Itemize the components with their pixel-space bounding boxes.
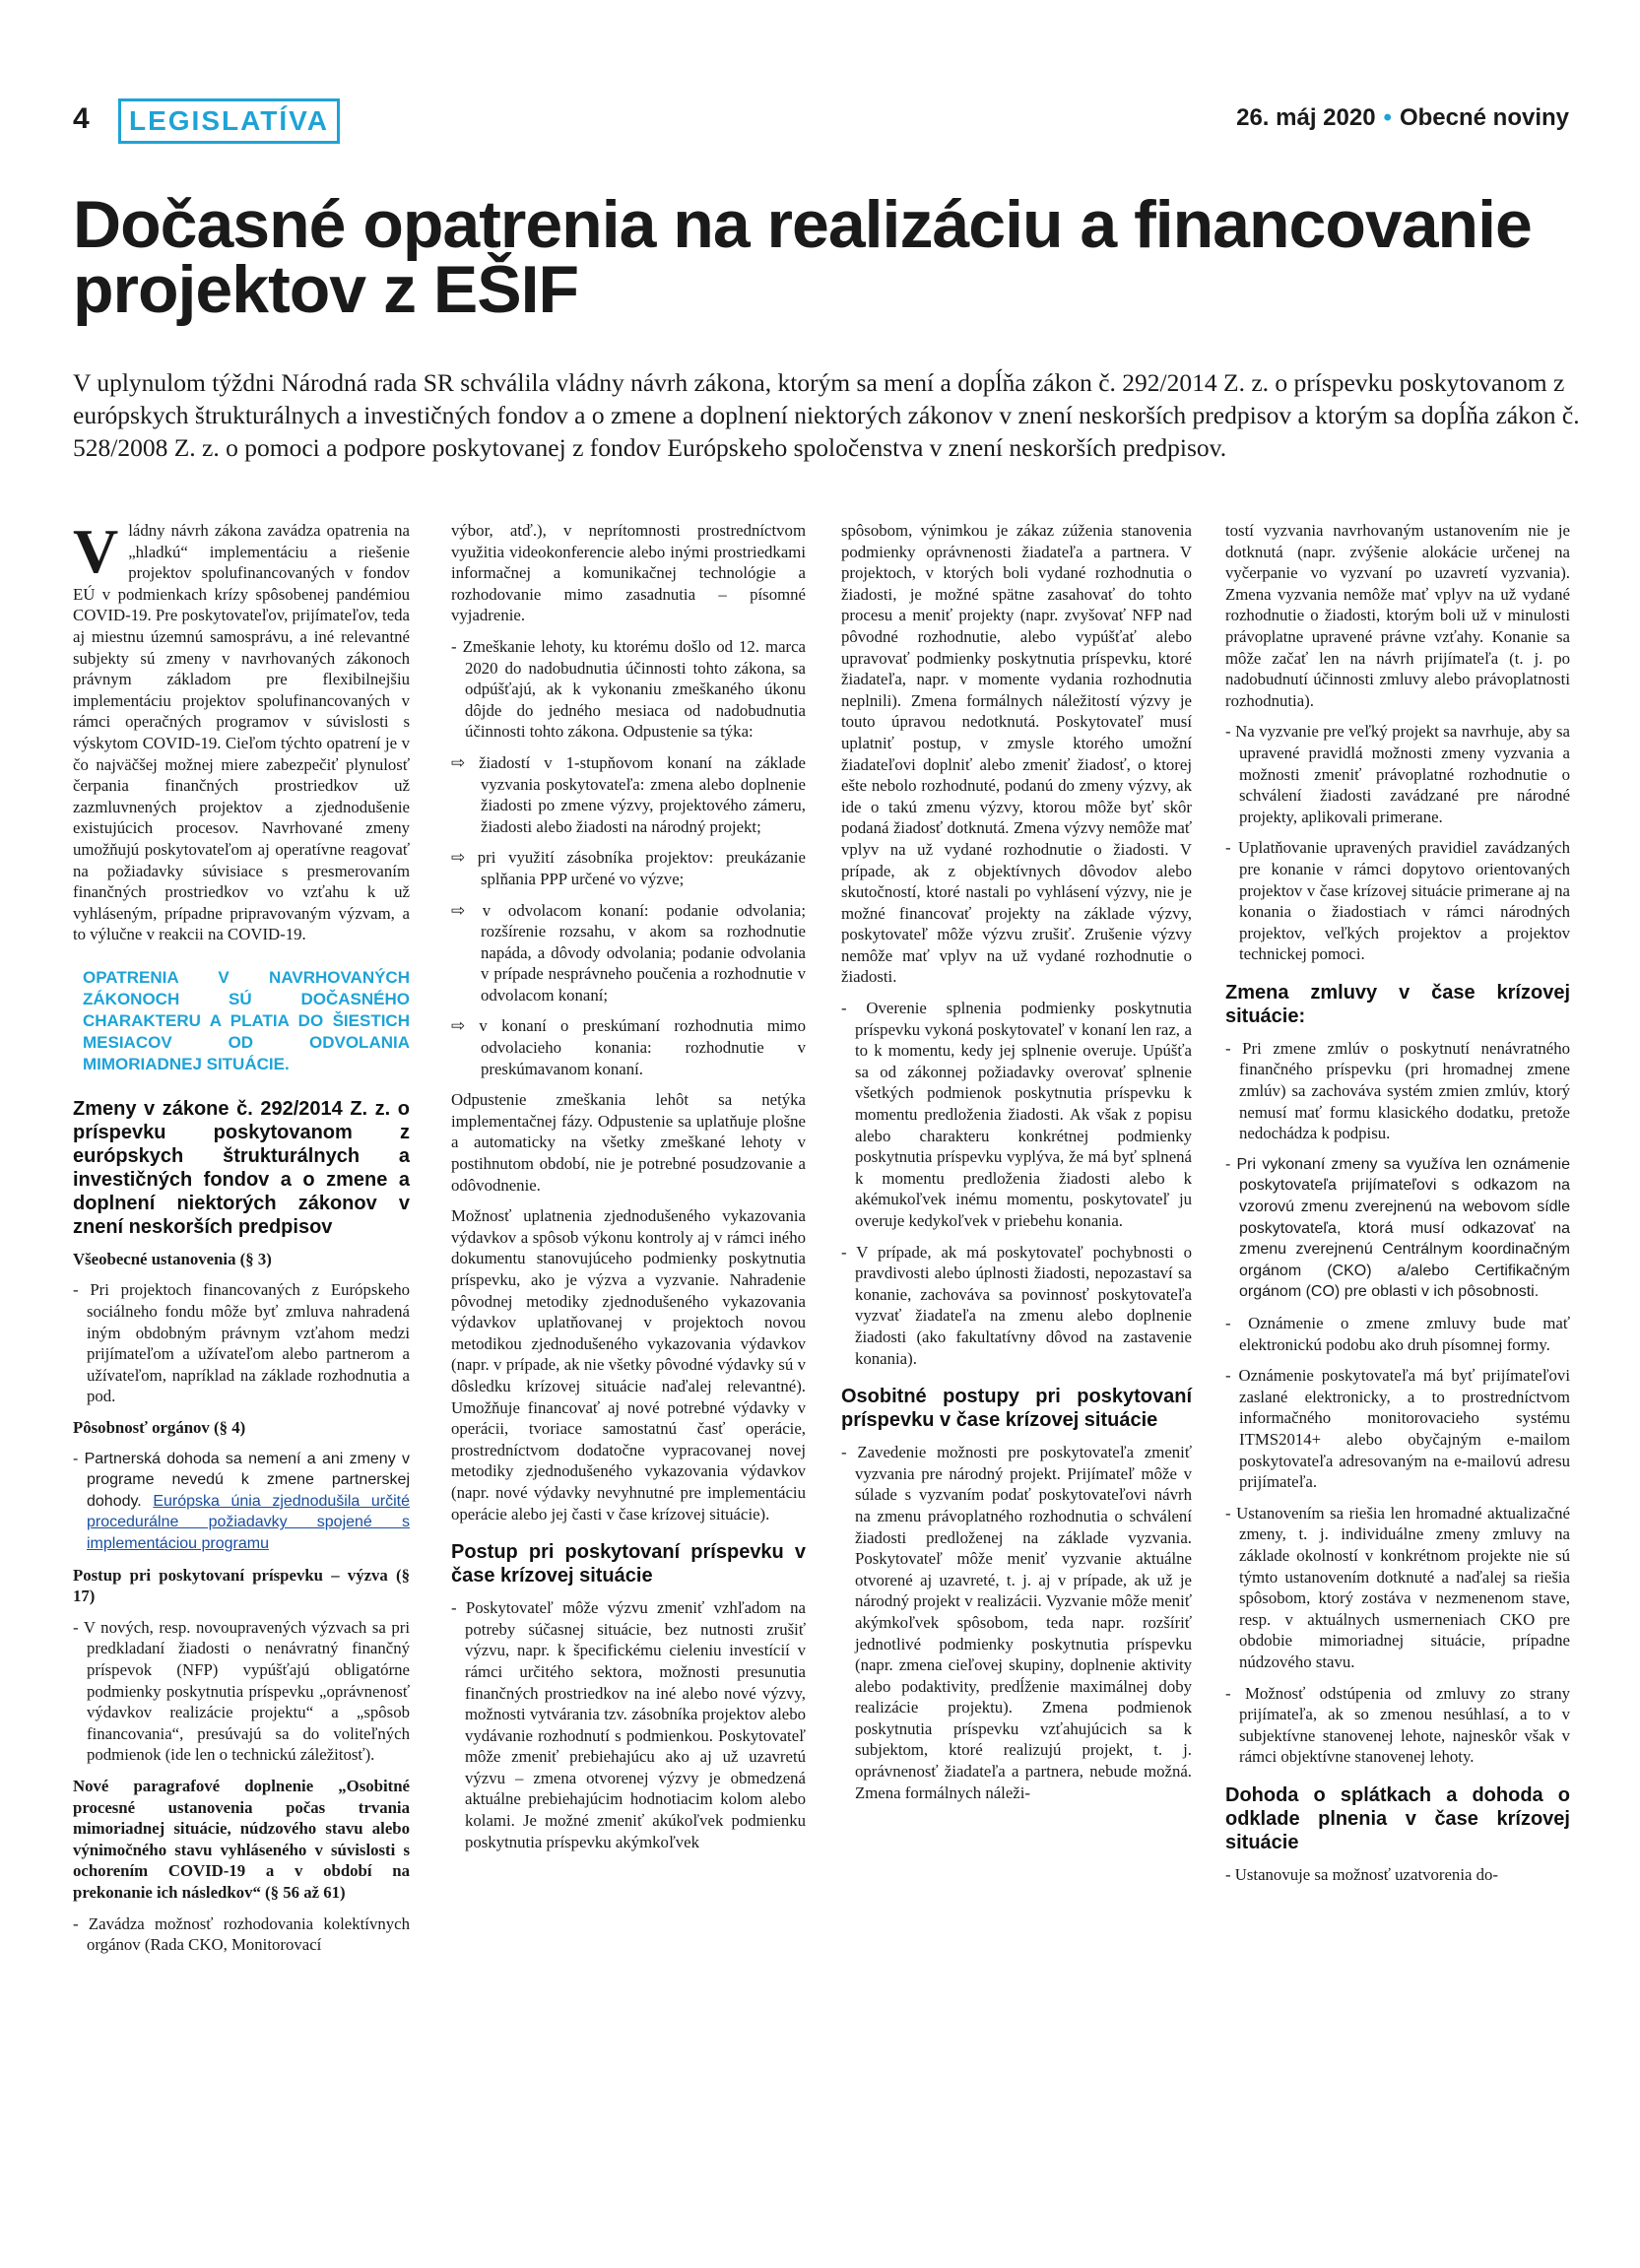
intro-paragraph	[73, 516, 410, 945]
highlight-callout: OPATRENIA V NAVRHOVANÝCH ZÁKONOCH SÚ DOČASNÉHO CHARAKTERU A PLATIA DO ŠIESTICH MESIACOV OD ODVOLANIA MIMORIADNEJ SITUÁCIE.	[83, 967, 410, 1073]
column-4	[1225, 520, 1570, 1895]
subsection-title: Pôsobnosť orgánov (§ 4)	[73, 1418, 246, 1438]
article-lead: V uplynulom týždni Národná rada SR schválila vládny návrh zákona, ktorým sa mení a dopĺňa zákon č. 292/2014 Z. z. o príspevku poskytovanom z európskych štrukturálnych a investičných fondov a o zmene a doplnení niektorých zákonov v znení neskorších predpisov a ktorým sa dopĺňa zákon č. 528/2008 Z. z. o pomoci a podpore poskytovanej z fondov Európskeho spoločenstva v znení neskorších predpisov.	[73, 368, 1580, 462]
page-number: 4	[73, 102, 90, 135]
column-2	[451, 520, 806, 1862]
list-item: - Na vyzvanie pre veľký projekt sa navrhuje, aby sa upravené pravidlá možnosti zmeny vyzvania a možnosti zmeniť právoplatné rozhodnutie o schválení žiadosti zavádzané pre národné projekty, aplikovali primerane.	[1225, 722, 1570, 826]
list-item: - Zavádza možnosť rozhodovania kolektívnych orgánov (Rada CKO, Monitorovací	[73, 1913, 410, 1955]
subsection-title: Všeobecné ustanovenia (§ 3)	[73, 1249, 272, 1268]
section-heading: Postup pri poskytovaní príspevku v čase krízovej situácie	[451, 1541, 806, 1588]
section-heading: Dohoda o splátkach a dohoda o odklade plnenia v čase krízovej situácie	[1225, 1783, 1570, 1853]
list-item	[73, 1449, 410, 1555]
eu-simplification-link[interactable]: Európska únia zjednodušila určité procedurálne požiadavky spojené s implementáciou programu	[87, 1492, 410, 1552]
list-item: - Pri vykonaní zmeny sa využíva len oznámenie poskytovateľa prijímateľovi s odkazom na vzorovú zmenu zverejnenú na webovom sídle poskytovateľa, ktorá musí odkazovať na zmenu zverejnenú Centrálnym koordinačným orgánom (CKO) a/alebo Certifikačným orgánom (CO) pre oblasti v ich pôsobnosti.	[1225, 1155, 1570, 1301]
section-heading: Osobitné postupy pri poskytovaní príspevku v čase krízovej situácie	[841, 1386, 1192, 1432]
column-3	[841, 520, 1192, 1813]
arrow-item: ⇨ v odvolacom konaní: podanie odvolania; rozšírenie rozsahu, v akom sa rozhodnutie napáda, a dôvody odvolania; podanie odvolania v prípade nesprávneho poučenia a rozhodnutie v odvolacom konaní;	[451, 900, 806, 1004]
page-header	[0, 0, 1640, 187]
subsection-title: Postup pri poskytovaní príspevku – výzva (§ 17)	[73, 1565, 410, 1606]
paragraph: spôsobom, výnimkou je zákaz zúženia stanovenia podmienky oprávnenosti žiadateľa a partnera. V projektoch, v ktorých boli vydané rozhodnutia o žiadosti, je možné spätne zasahovať do tohto procesu a meniť projekty (napr. zvyšovať NFP nad pôvodné rozhodnutie, alebo vypúšťať alebo upravovať podmienky poskytnutia príspevku, ktoré žiadateľa, napr. v momente vydania rozhodnutia neplnili). Zmena formálnych náležitostí výzvy je touto úpravou nedotknutá. Poskytovateľ musí uplatniť postup, v zmysle ktorého umožní žiadateľovi doplniť alebo zmeniť žiadosť, o ktorej ešte nebolo rozhodnuté, podanú do zmeny výzvy, ak ide o takú zmenu výzvy, ktorou môže byť skôr podaná žiadosť dotknutá. Zmena výzvy nemôže mať vplyv na už vydané rozhodnutie o žiadosti. V prípade, ak z objektívnych dôvodov alebo skutočností, ktoré nastali po vyhlásení výzvy, nie je možné financovať projekty na základe výzvy, poskytovateľ môže výzvu zrušiť. Zrušenie výzvy nemôže mať vplyv na už vydané rozhodnutie o žiadosti.	[841, 521, 1192, 987]
list-item-text: - Partnerská dohoda sa nemení a ani zmeny v programe nevedú k zmene partnerskej dohody.	[73, 1450, 410, 1510]
bullet-separator: •	[1383, 104, 1392, 131]
paragraph: tostí vyzvania navrhovaným ustanovením nie je dotknutá (napr. zvýšenie alokácie určenej na vyčerpanie vo vyzvaní po uzavretí vyzvania). Zmena vyzvania nemôže mať vplyv na už vydané rozhodnutie o žiadosti, ktorým boli už v minulosti právoplatne upravené právne vzťahy. Konanie sa môže začať len na návrh prijímateľa (t. j. po nadobudnutí účinnosti zmluvy alebo právoplatnosti rozhodnutia).	[1225, 521, 1570, 710]
section-label: LEGISLATÍVA	[118, 98, 340, 144]
list-item: - Ustanovuje sa možnosť uzatvorenia do-	[1225, 1864, 1498, 1884]
column-1	[73, 516, 410, 1966]
drop-cap: V	[73, 516, 119, 586]
arrow-item: ⇨ žiadostí v 1-stupňovom konaní na základe vyzvania poskytovateľa: zmena alebo doplnenie žiadosti po zmene výzvy, projektového zámeru, žiadosti alebo žiadosti na národný projekt;	[451, 752, 806, 836]
list-item: - V nových, resp. novoupravených výzvach sa pri predkladaní žiadosti o nenávratný finančný príspevok (NFP) vypúšťajú obligatórne podmienky poskytnutia príspevku „oprávnenosť výdavkov realizácie projektu“ a „spôsob financovania“, presúvajú sa do voliteľných podmienok (ide len o technickú záležitosť).	[73, 1617, 410, 1765]
list-item: - Uplatňovanie upravených pravidiel zavádzaných pre konanie v rámci dopytovo orientovaných projektov v čase krízovej situácie primerane aj na konania o žiadostiach v rámci národných projektov, veľkých projektov a projektov technickej pomoci.	[1225, 838, 1570, 964]
section-heading: Zmena zmluvy v čase krízovej situácie:	[1225, 981, 1570, 1027]
list-item: - Poskytovateľ môže výzvu zmeniť vzhľadom na potreby súčasnej situácie, bez nutnosti zrušiť výzvu, napr. k špecifickému cieleniu investícií v rámci určitého sektora, možnosti presunutia finančných prostriedkov na iné alebo nové výzvy, možnosti vytvárania tzv. zásobníka projektov alebo vydávanie rozhodnutí s podmienkou. Poskytovateľ môže zmeniť prebiehajúcu ako aj už uzavretú výzvu – zmena otvorenej výzvy je obmedzená aktuálne prebiehajúcim hodnotiacim kolom alebo kolami. Je možné zmeniť akúkoľvek podmienku poskytnutia príspevku akýmkoľvek	[451, 1598, 806, 1851]
list-item: - Zmeškanie lehoty, ku ktorému došlo od 12. marca 2020 do nadobudnutia účinnosti tohto zákona, sa odpúšťajú, ak k vykonaniu zmeškaného úkonu dôjde do jedného mesiaca od nadobudnutia účinnosti tohto zákona. Odpustenie sa týka:	[451, 636, 806, 742]
paragraph: Možnosť uplatnenia zjednodušeného vykazovania výdavkov a spôsob výkonu kontroly aj v rámci iného dokumentu stanovujúceho podmienky poskytnutia príspevku, ako je výzva a vyzvanie. Nahradenie pôvodnej metodiky zjednodušeného vykazovania výdavkov uplatňovanej v projektoch novou metodikou zjednodušeného vykazovania výdavkov (napr. v prípade, ak nie všetky pôvodné výdavky sú v dôsledku krízovej situácie naďalej relevantné). Umožňuje financovať aj nové potrebné výdavky v operácii, tvoriace samostatnú časť operácie, prostredníctvom dodatočne vypracovanej novej metodiky zjednodušeného vykazovania výdavkov (napr. nové výdavky nevyhnutné pre implementáciu operácie alebo jej časti v čase krízovej situácie).	[451, 1206, 806, 1523]
article-title: Dočasné opatrenia na realizáciu a financovanie projektov z EŠIF	[73, 187, 1532, 327]
list-item: - Možnosť odstúpenia od zmluvy zo strany prijímateľa, ak so zmenou nesúhlasí, a to v subjektívne stanovenej lehote, najneskôr však v rámci objektívne stanovenej lehoty.	[1225, 1683, 1570, 1767]
list-item: - Oznámenie o zmene zmluvy bude mať elektronickú podobu ako druh písomnej formy.	[1225, 1314, 1570, 1354]
list-item: - Pri projektoch financovaných z Európskeho sociálneho fondu môže byť zmluva nahradená iným obdobným právnym vzťahom medzi prijímateľom a užívateľom alebo partnerom a užívateľom, napríklad na základe rozhodnutia a pod.	[73, 1280, 410, 1406]
arrow-item: ⇨ v konaní o preskúmaní rozhodnutia mimo odvolacieho konania: rozhodnutie v preskúmavanom konaní.	[451, 1016, 806, 1078]
section-heading: Zmeny v zákone č. 292/2014 Z. z. o príspevku poskytovanom z európskych štrukturálnych a investičných fondov a o zmene a doplnení niektorých zákonov v znení neskorších predpisov	[73, 1097, 410, 1238]
paragraph: Odpustenie zmeškania lehôt sa netýka implementačnej fázy. Odpustenie sa uplatňuje plošne a automaticky na všetky zmeškané lehoty v postihnutom období, nie je potrebné posudzovanie a odôvodnenie.	[451, 1090, 806, 1195]
issue-date: 26. máj 2020	[1236, 104, 1376, 131]
list-item: - Ustanovením sa riešia len hromadné aktualizačné zmeny, t. j. individuálne zmeny zmluvy na základe okolností v konkrétnom projekte nie sú týmto ustanovením dotknuté a naďalej sa riešia spôsobom, ktorý zostáva v nezmenenom stave, resp. v aktuálnych usmerneniach CKO pre obdobie mimoriadnej situácie, prípadne núdzového stavu.	[1225, 1503, 1570, 1671]
list-item: - Zavedenie možnosti pre poskytovateľa zmeniť vyzvania pre národný projekt. Prijímateľ môže v súlade s vyzvaním podať poskytovateľovi návrh na zmenu právoplatného rozhodnutia o schválení žiadosti predloženej na základe vyzvania. Poskytovateľ môže meniť vyzvanie aktuálne otvorené aj uzavreté, t. j. aj v prípade, ak už je národný projekt v realizácii. Vyzvanie môže meniť akýmkoľvek spôsobom, teda napr. rozšíriť jednotlivé podmienky poskytnutia príspevku (napr. zmena cieľovej skupiny, doplnenie aktivity alebo podaktivity, predĺženie maximálnej doby realizácie projektu). Zmena podmienok poskytnutia príspevku vzťahujúcich sa k subjektom, ktoré realizujú projekt, t. j. oprávnenosť žiadateľa a partnera, nebude možná. Zmena formálnych náleži-	[841, 1443, 1192, 1802]
list-item: - Oznámenie poskytovateľa má byť prijímateľovi zaslané elektronicky, a to prostredníctvom informačného monitorovacieho systému ITMS2014+ alebo obyčajným e-mailom poskytovateľa adresovaným na e-mailovú adresu prijímateľa.	[1225, 1366, 1570, 1492]
list-item: - Overenie splnenia podmienky poskytnutia príspevku vykoná poskytovateľ v konaní len raz, a to k momentu, kedy jej splnenie overuje. Upúšťa sa od zákonnej požiadavky overovať splnenie všetkých podmienok poskytnutia príspevku k momentu predloženia žiadosti. Ak však z popisu alebo charakteru konkrétnej podmienky poskytnutia príspevku vyplýva, že má byť splnená k momentu predloženia žiadosti alebo k akémukoľvek inému momentu, poskytovateľ ju overuje kedykoľvek v priebehu konania.	[841, 999, 1192, 1230]
publication-name: Obecné noviny	[1399, 104, 1569, 131]
intro-text: ládny návrh zákona zavádza opatrenia na „hladkú“ implementáciu a riešenie projektov spolufinancovaných v fondov EÚ v podmienkach krízy spôsobenej pandémiou COVID-19. Pre poskytovateľov, prijímateľov, teda aj miestnu územnú samosprávu, a iné relevantné subjekty sú zmeny v navrhovaných zákonoch právnym základom pre flexibilnejšiu implementáciu projektov spolufinancovaných v rámci operačných programov v súvislosti s výskytom COVID-19. Cieľom týchto opatrení je v čo najväčšej možnej miere zabezpečiť plynulosť čerpania finančných prostriedkov už zazmluvnených projektov a zjednodušenie existujúcich procesov. Navrhované zmeny umožňujú poskytovateľom aj operatívne reagovať na požiadavky súvisiace s presmerovaním finančných prostriedkov vo vzťahu k už vyhláseným, prípadne pripravovaným výzvam, a to výlučne v reakcii na COVID-19.	[73, 521, 410, 944]
paragraph: výbor, atď.), v neprítomnosti prostredníctvom využitia videokonferencie alebo inými prostriedkami informačnej a komunikačnej technológie a rozhodovanie mimo zasadnutia – písomné vyjadrenie.	[451, 521, 806, 625]
list-item: - V prípade, ak má poskytovateľ pochybnosti o pravdivosti alebo úplnosti žiadosti, nepozastaví sa konanie, zachováva sa povinnosť poskytovateľa vyzvať žiadateľa na zmenu alebo doplnenie žiadosti (ako fakultatívny dôvod na zastavenie konania).	[841, 1242, 1192, 1368]
subsection-title: Nové paragrafové doplnenie „Osobitné procesné ustanovenia počas trvania mimoriadnej situácie, núdzového stavu alebo výnimočného stavu vyhláseného v súvislosti s ochorením COVID-19 a v období na prekonanie ich následkov“ (§ 56 až 61)	[73, 1776, 410, 1902]
issue-dateline	[1236, 104, 1569, 132]
list-item: - Pri zmene zmlúv o poskytnutí nenávratného finančného príspevku (pri hromadnej zmene zmlúv) sa zachováva systém zmien zmlúv, ktorý nemusí mať formu klasického dodatku, pretože nedochádza k podpisu.	[1225, 1038, 1570, 1143]
arrow-item: ⇨ pri využití zásobníka projektov: preukázanie splňania PPP určené vo výzve;	[451, 848, 806, 888]
